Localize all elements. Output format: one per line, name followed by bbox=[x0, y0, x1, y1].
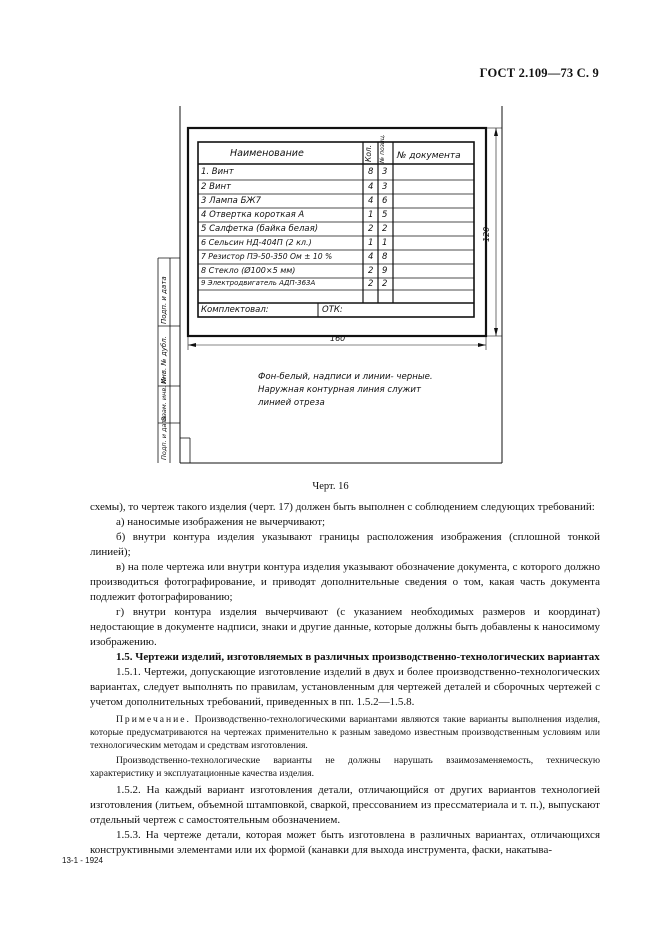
page-footer: 13-1 - 1924 bbox=[62, 856, 103, 865]
row-pos: 8 bbox=[382, 252, 388, 262]
row-name: 2 Винт bbox=[201, 182, 231, 192]
section-heading: 1.5. Чертежи изделий, изготовляемых в различных производственно-технологических вариантах bbox=[116, 651, 600, 663]
figure-caption: Черт. 16 bbox=[312, 481, 349, 492]
row-qty: 4 bbox=[368, 252, 374, 262]
note-paragraph bbox=[90, 713, 600, 752]
margin-label: Подп. и дата bbox=[160, 415, 168, 460]
margin-label: Подп. и дата bbox=[160, 276, 168, 324]
paragraph: б) внутри контура изделия указывают границы расположения изображения (сплошной тонкой линией); bbox=[90, 531, 600, 558]
note-label: Примечание. bbox=[116, 714, 191, 725]
row-pos: 2 bbox=[382, 279, 388, 289]
row-pos: 9 bbox=[382, 266, 388, 276]
col-pos-header: № позиц. bbox=[379, 134, 386, 163]
paragraph: 1.5.2. На каждый вариант изготовления детали, отличающийся от других вариантов технологией изготовления (литьем, объемной штамповкой, сваркой, прессованием из прессматериала и т. п.), выпускают отдельный чертеж с самостоятельным обозначением. bbox=[90, 784, 600, 826]
margin-label: Взам. инв. № bbox=[160, 376, 168, 421]
row-qty: 1 bbox=[368, 210, 374, 220]
row-name: 4 Отвертка короткая А bbox=[201, 210, 305, 220]
row-name: 3 Лампа БЖ7 bbox=[201, 196, 261, 206]
paragraph: в) на поле чертежа или внутри контура изделия указывают обозначение документа, с которого должно производиться фотографирование, и приводят дополнительные сведения о том, какая часть документа подлежит фотографированию; bbox=[90, 561, 600, 603]
row-qty: 4 bbox=[368, 196, 374, 206]
table-footer-left: Комплектовал: bbox=[201, 305, 269, 315]
row-qty: 8 bbox=[368, 167, 374, 177]
paragraph: схемы), то чертеж такого изделия (черт. 17) должен быть выполнен с соблюдением следующих требований: bbox=[90, 501, 595, 513]
row-qty: 1 bbox=[368, 238, 374, 248]
row-qty: 2 bbox=[368, 279, 374, 289]
row-pos: 3 bbox=[382, 167, 388, 177]
paragraph: а) наносимые изображения не вычерчивают; bbox=[116, 516, 326, 528]
row-pos: 3 bbox=[382, 182, 388, 192]
row-qty: 2 bbox=[368, 224, 374, 234]
col-name-header: Наименование bbox=[230, 148, 304, 159]
dimension-width: 160 bbox=[330, 334, 346, 343]
row-pos: 1 bbox=[382, 238, 388, 248]
drawing-note-line: Наружная контурная линия служит bbox=[258, 385, 422, 395]
paragraph: 1.5.3. На чертеже детали, которая может быть изготовлена в различных вариантах, отличающихся конструктивными элементами или их формой (канавки для выхода инструмента, фаски, накатыва- bbox=[90, 829, 600, 856]
note-paragraph: Производственно-технологические варианты не должны нарушать взаимозаменяемость, техническую характеристику и эксплуатационные качества изделия. bbox=[90, 755, 600, 779]
figure-drawing bbox=[150, 98, 512, 470]
margin-label: Инв. № дубл. bbox=[160, 336, 168, 384]
note-text: Производственно-технологическими вариантами являются такие варианты выполнения изделия, которые предусматриваются на чертежах применительно к разным заведомо известным производственным условиям или технологическим методам и средствам изготовления. bbox=[90, 714, 600, 751]
row-pos: 2 bbox=[382, 224, 388, 234]
row-name: 1. Винт bbox=[201, 167, 234, 177]
drawing-note-line: линией отреза bbox=[258, 398, 325, 408]
body-text bbox=[90, 500, 600, 858]
row-qty: 2 bbox=[368, 266, 374, 276]
row-pos: 6 bbox=[382, 196, 388, 206]
row-name: 9 Электродвигатель АДП-363А bbox=[201, 279, 316, 287]
row-qty: 4 bbox=[368, 182, 374, 192]
paragraph: г) внутри контура изделия вычерчивают (с указанием необходимых размеров и координат) недостающие в документе надписи, знаки и другие данные, которые должны быть добавлены к наносимому изображению. bbox=[90, 606, 600, 648]
row-pos: 5 bbox=[382, 210, 388, 220]
row-name: 7 Резистор ПЭ-50-350 Ом ± 10 % bbox=[201, 252, 333, 261]
paragraph: 1.5.1. Чертежи, допускающие изготовление изделий в двух и более производственно-технологических вариантах, следует выполнять по правилам, установленным для чертежей деталей и сборочных чертежей с учетом дополнительных требований, приведенных в пп. 1.5.2—1.5.8. bbox=[90, 666, 600, 708]
page-header: ГОСТ 2.109—73 С. 9 bbox=[479, 66, 599, 80]
row-name: 5 Салфетка (байка белая) bbox=[201, 224, 319, 234]
table-footer-right: ОТК: bbox=[322, 305, 343, 315]
row-name: 6 Сельсин НД-404П (2 кл.) bbox=[201, 238, 312, 247]
drawing-note-line: Фон-белый, надписи и линии- черные. bbox=[258, 372, 433, 382]
col-qty-header: Кол. bbox=[364, 144, 373, 162]
row-name: 8 Стекло (Ø100×5 мм) bbox=[201, 266, 296, 275]
col-doc-header: № документа bbox=[397, 151, 461, 161]
dimension-height: 120 bbox=[482, 226, 491, 242]
